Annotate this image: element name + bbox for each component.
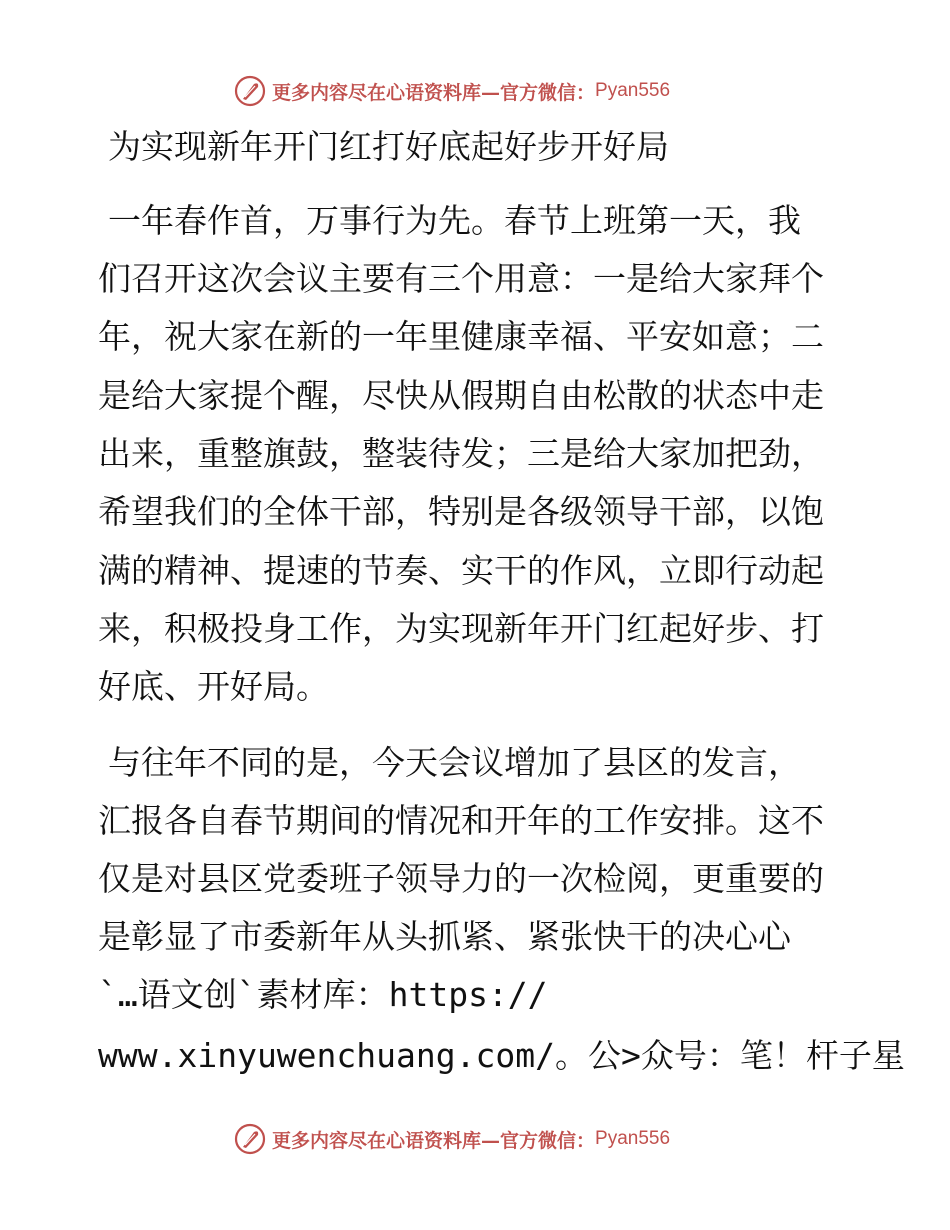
paragraph-line: `…语文创`素材库：https:// (98, 975, 548, 1014)
paragraph-line: 希望我们的全体干部，特别是各级领导干部，以饱 (98, 492, 824, 531)
paragraph-line: 与往年不同的是，今天会议增加了县区的发言， (108, 743, 801, 782)
paragraph-line: 们召开这次会议主要有三个用意：一是给大家拜个 (98, 259, 824, 298)
paragraph-line: 满的精神、提速的节奏、实干的作风，立即行动起 (98, 551, 824, 590)
banner-wechat-id: Pyan556 (595, 80, 671, 101)
paragraph-line: 是给大家提个醒，尽快从假期自由松散的状态中走 (98, 376, 824, 415)
paragraph-line: 好底、开好局。 (98, 667, 329, 706)
banner-text: 更多内容尽在心语资料库—官方微信： (272, 81, 596, 104)
banner-wechat-id: Pyan556 (595, 1128, 671, 1149)
paragraph-line: 一年春作首，万事行为先。春节上班第一天，我 (108, 201, 801, 240)
quill-pen-logo (234, 75, 266, 107)
document-title: 为实现新年开门红打好底起好步开好局 (108, 127, 669, 166)
header-banner (234, 74, 670, 108)
paragraph-line: 年，祝大家在新的一年里健康幸福、平安如意；二 (98, 317, 824, 356)
paragraph-line: 汇报各自春节期间的情况和开年的工作安排。这不 (98, 801, 824, 840)
paragraph-line: 仅是对县区党委班子领导力的一次检阅，更重要的 (98, 859, 824, 898)
footer-banner (234, 1122, 670, 1156)
paragraph-line: 来，积极投身工作，为实现新年开门红起好步、打 (98, 609, 824, 648)
paragraph-line: 是彰显了市委新年从头抓紧、紧张快干的决心心 (98, 917, 791, 956)
paragraph-line: 出来，重整旗鼓，整装待发；三是给大家加把劲， (98, 434, 824, 473)
quill-pen-logo (234, 1123, 266, 1155)
paragraph-line: www.xinyuwenchuang.com/。公>众号：笔！杆子星 (98, 1036, 905, 1075)
banner-text: 更多内容尽在心语资料库—官方微信： (272, 1129, 596, 1152)
